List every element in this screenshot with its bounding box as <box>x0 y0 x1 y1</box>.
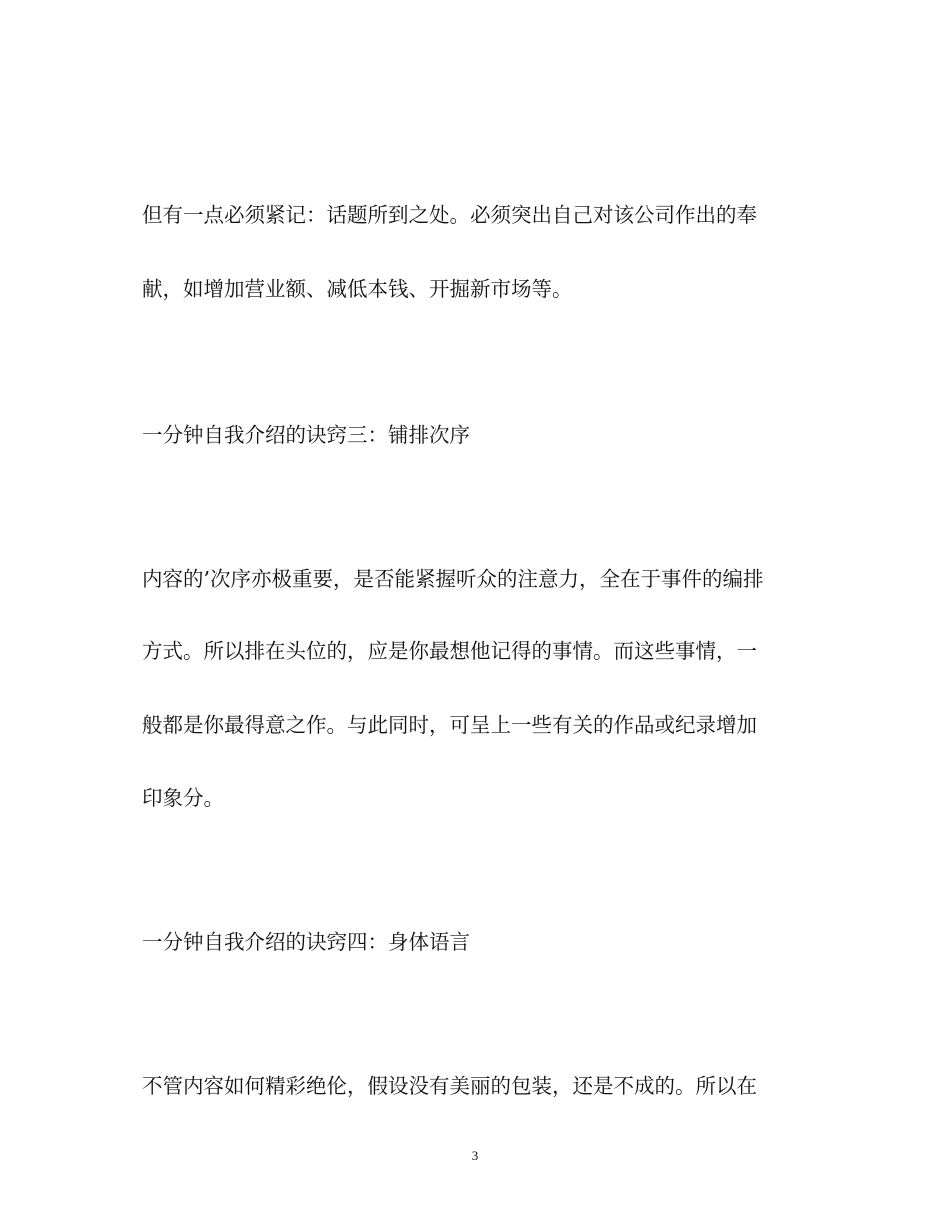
paragraph-line: 内容的’次序亦极重要，是否能紧握听众的注意力，全在于事件的编排 <box>142 567 764 591</box>
paragraph-line: 献，如增加营业额、减低本钱、开掘新市场等。 <box>142 277 573 301</box>
paragraph-line: 不管内容如何精彩绝伦，假设没有美丽的包装，还是不成的。所以在 <box>142 1074 757 1098</box>
paragraph-line: 般都是你最得意之作。与此同时，可呈上一些有关的作品或纪录增加 <box>142 713 757 737</box>
page-number: 3 <box>471 1148 479 1163</box>
paragraph-line: 印象分。 <box>142 786 224 810</box>
paragraph-line: 但有一点必须紧记：话题所到之处。必须突出自己对该公司作出的奉 <box>142 203 757 227</box>
section-heading: 一分钟自我介绍的诀窍三：铺排次序 <box>142 423 470 447</box>
section-heading: 一分钟自我介绍的诀窍四：身体语言 <box>142 930 470 954</box>
paragraph-line: 方式。所以排在头位的，应是你最想他记得的事情。而这些事情，一 <box>142 639 757 663</box>
